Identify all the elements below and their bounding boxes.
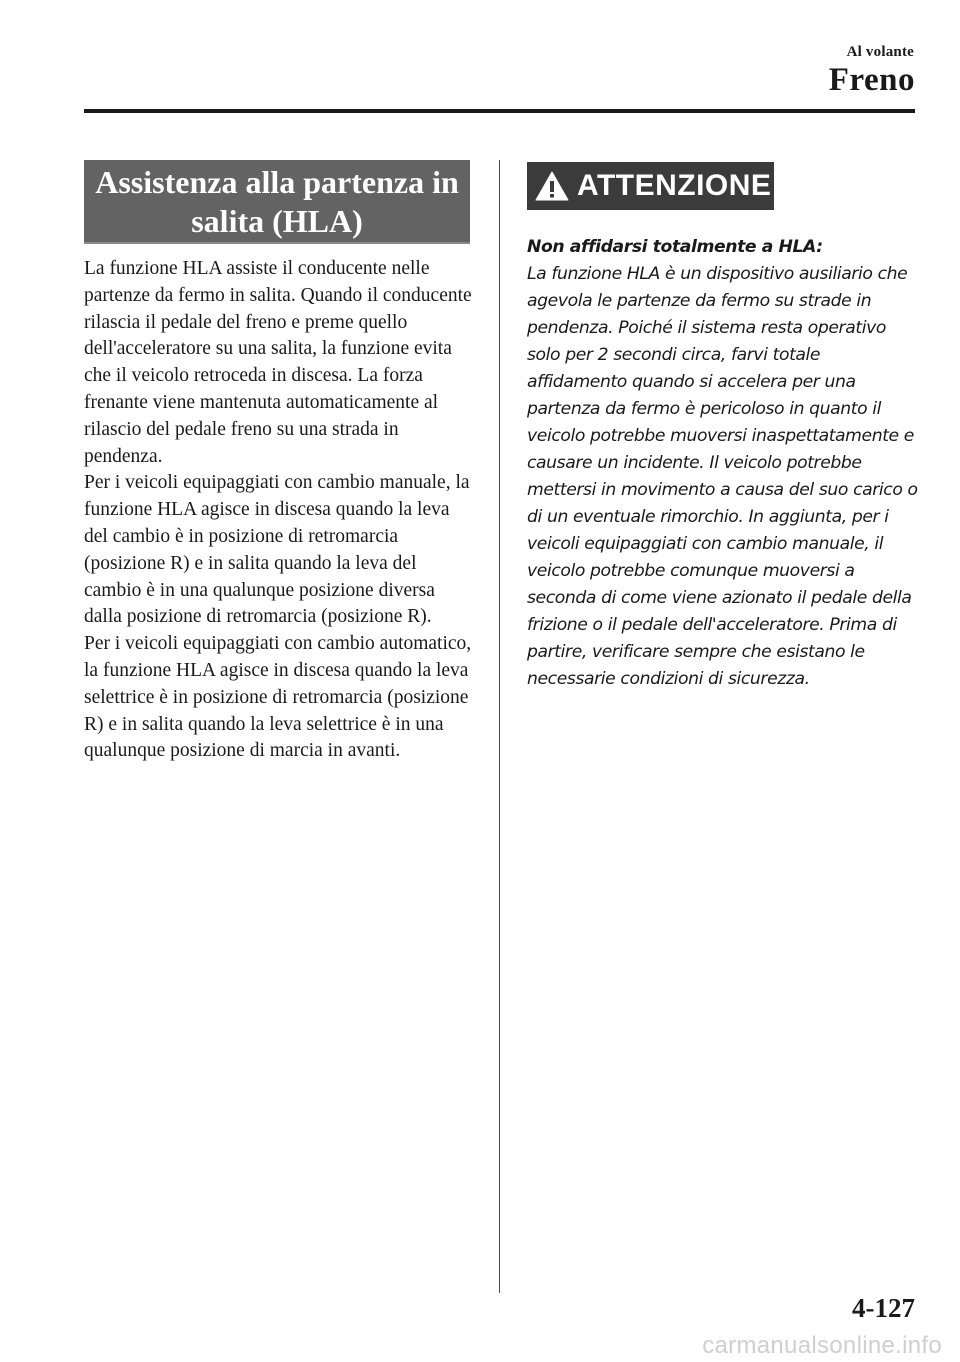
body-paragraph: Per i veicoli equipaggiati con cambio manuale, la funzione HLA agisce in discesa quando la leva del cambio è in posizione di retromarcia (posizione R) e in salita quando la leva del cambio è in una qualunque posizione diversa dalla posizione di retromarcia (posizione R).	[84, 472, 470, 628]
body-text	[84, 256, 476, 765]
header-divider	[84, 109, 915, 113]
section-heading: Assistenza alla partenza in salita (HLA)	[84, 160, 470, 244]
warning-text	[527, 234, 922, 693]
warning-title: Non affidarsi totalmente a HLA:	[527, 237, 823, 257]
body-paragraph: La funzione HLA assiste il conducente nelle partenze da fermo in salita. Quando il conducente rilascia il pedale del freno e preme quello dell'acceleratore su una salita, la funzione evita che il veicolo retroceda in discesa. La forza frenante viene mantenuta automaticamente al rilascio del pedale freno su una strada in pendenza.	[84, 258, 472, 467]
warning-label: ATTENZIONE	[577, 169, 772, 202]
warning-body: La funzione HLA è un dispositivo ausiliario che agevola le partenze da fermo su strade in pendenza. Poiché il sistema resta operativo solo per 2 secondi circa, farvi totale affidamento quando si accelera per una partenza da fermo è pericoloso in quanto il veicolo potrebbe muoversi inaspettatamente e causare un incidente. Il veicolo potrebbe mettersi in movimento a causa del suo carico o di un eventuale rimorchio. In aggiunta, per i veicoli equipaggiati con cambio manuale, il veicolo potrebbe comunque muoversi a seconda di come viene azionato il pedale della frizione o il pedale dell'acceleratore. Prima di partire, verificare sempre che esistano le necessarie condizioni di sicurezza.	[527, 264, 918, 689]
body-paragraph: Per i veicoli equipaggiati con cambio automatico, la funzione HLA agisce in discesa quando la leva selettrice è in posizione di retromarcia (posizione R) e in salita quando la leva selettrice è in una qualunque posizione di marcia in avanti.	[84, 633, 472, 762]
column-divider	[499, 160, 500, 1293]
watermark: carmanualsonline.info	[702, 1332, 942, 1359]
section-title: Freno	[828, 62, 915, 98]
warning-triangle-icon	[535, 171, 569, 201]
chapter-label: Al volante	[846, 44, 914, 60]
page-number: 4-127	[852, 1293, 915, 1323]
warning-banner	[527, 162, 774, 210]
